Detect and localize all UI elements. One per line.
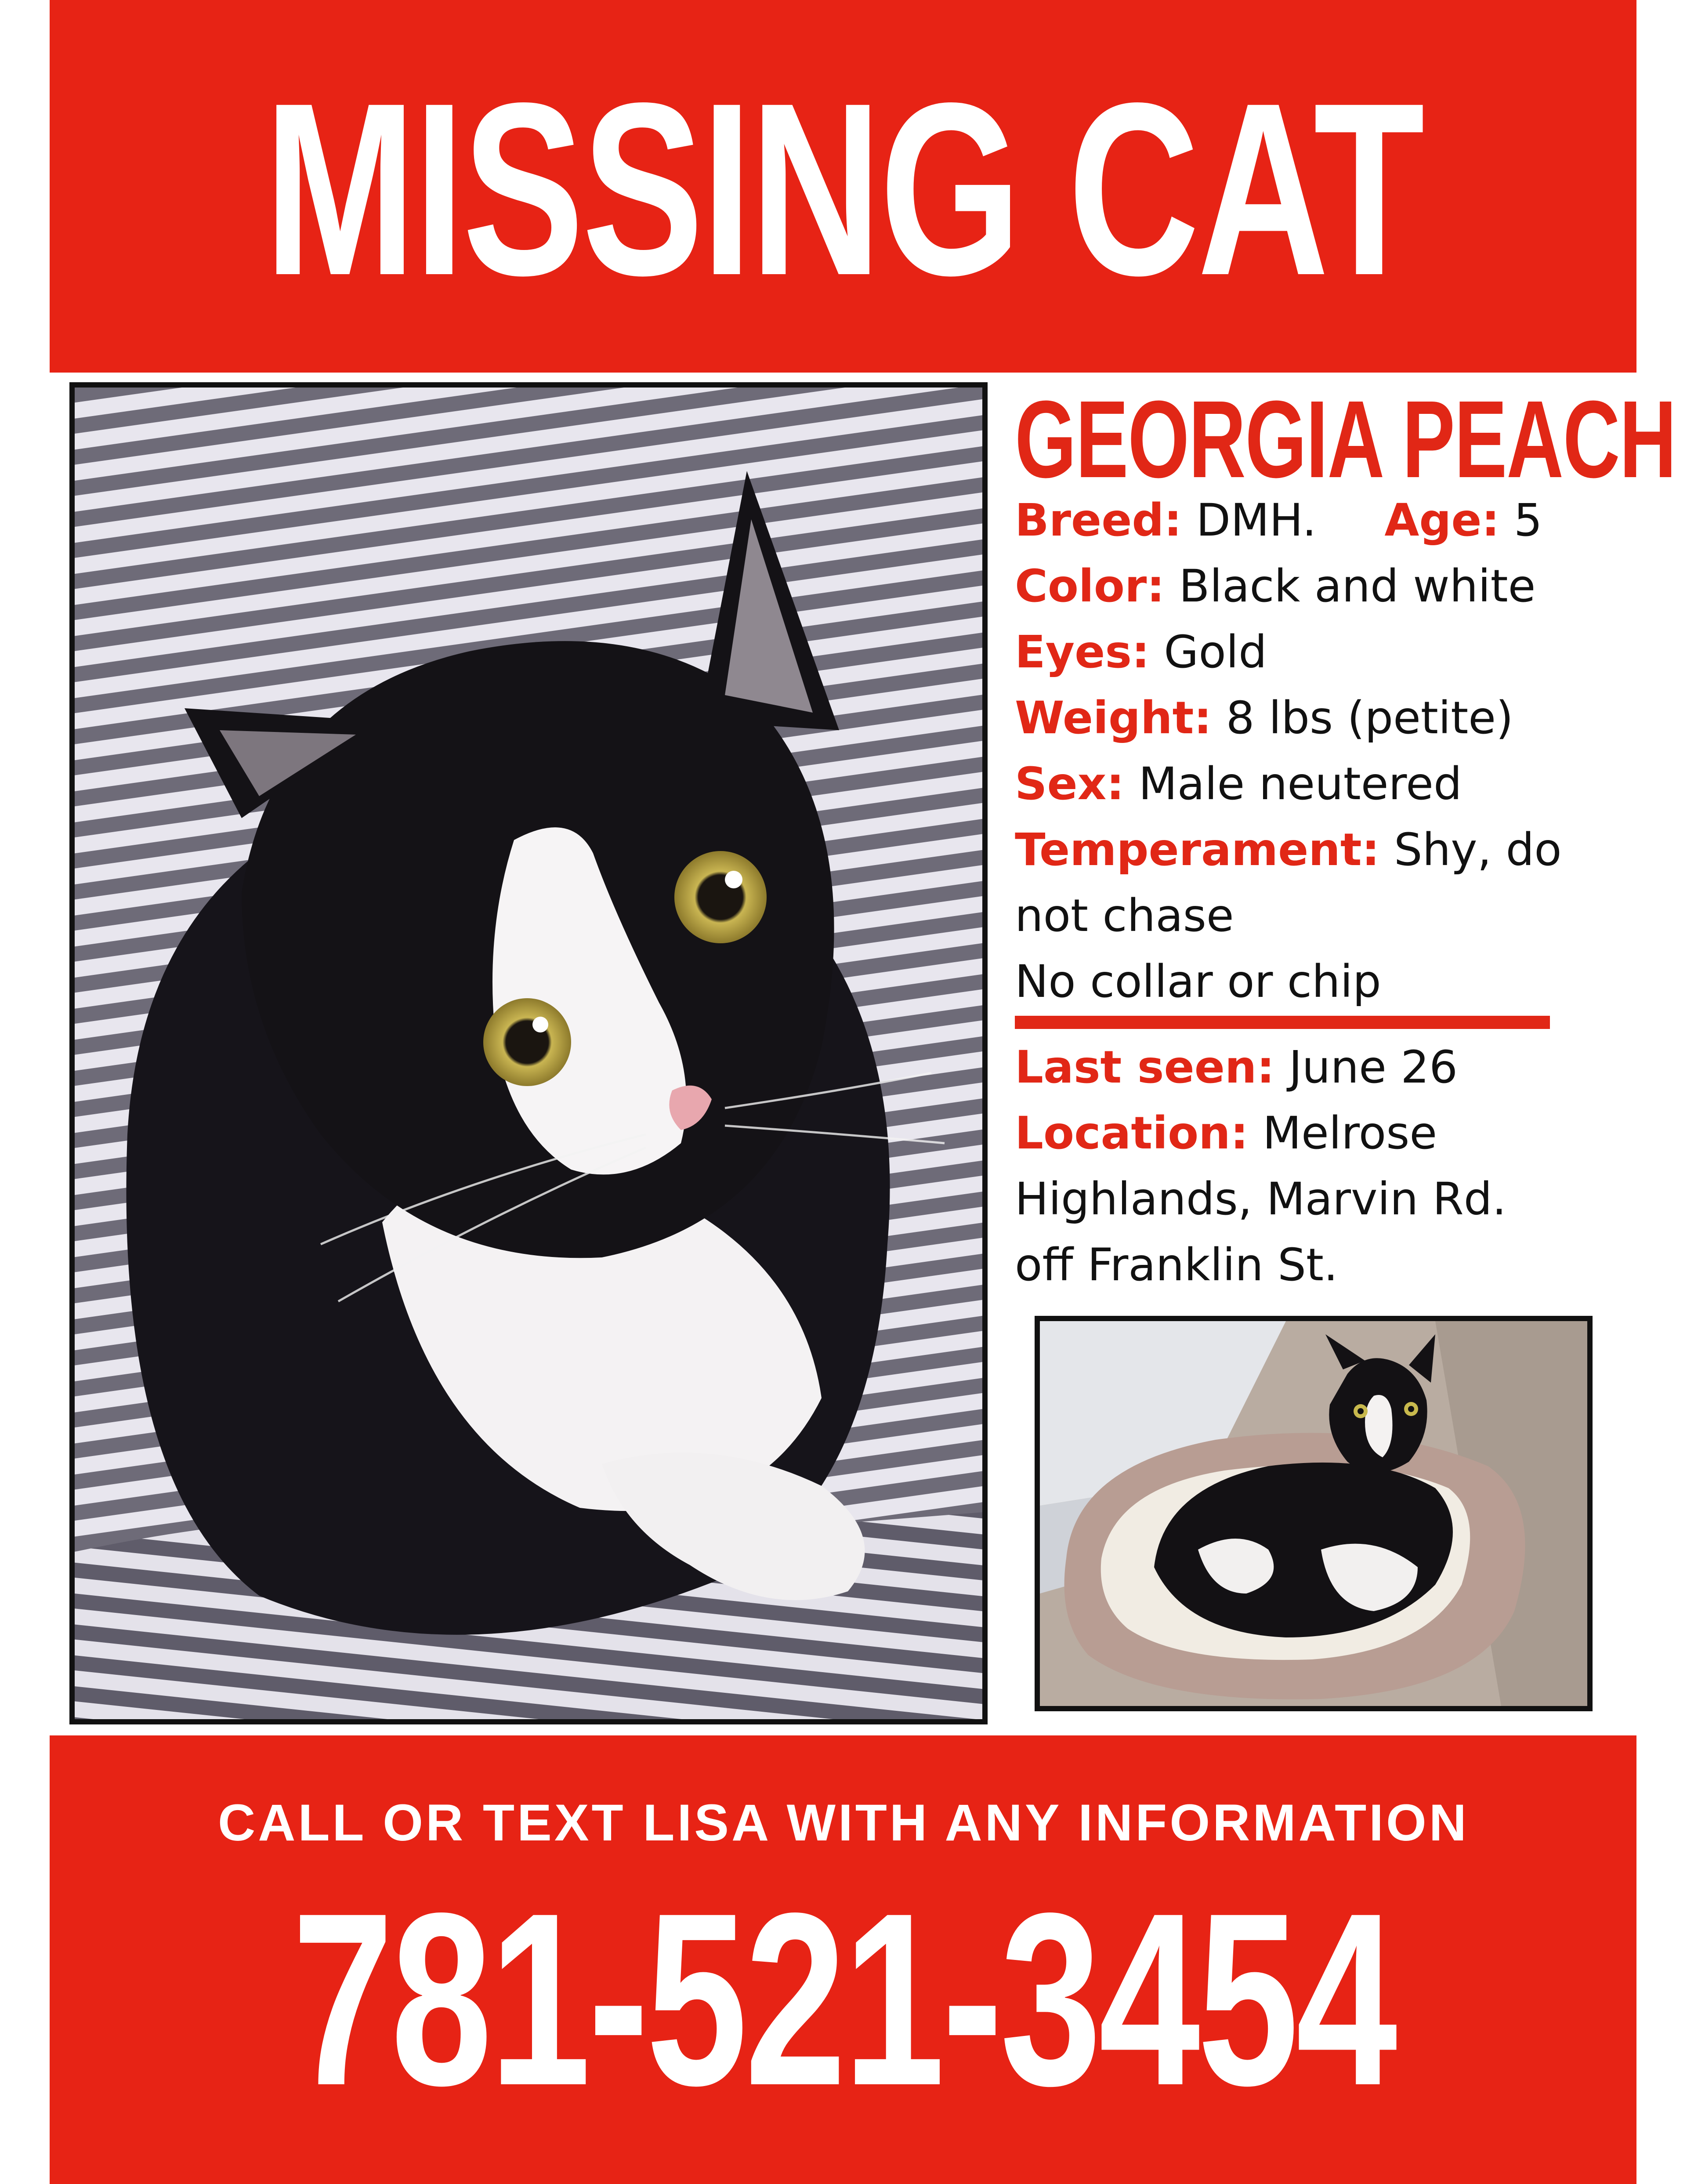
phone-number[interactable]: 781-521-3454	[292, 1862, 1395, 2137]
collar-note: No collar or chip	[1015, 956, 1381, 1008]
last-seen-label: Last seen:	[1015, 1041, 1275, 1094]
temperament-value-line1: Shy, do	[1394, 824, 1562, 876]
sex-label: Sex:	[1015, 758, 1125, 810]
last-seen-row	[1015, 1035, 1652, 1101]
weight-row	[1015, 685, 1652, 751]
temperament-row	[1015, 817, 1652, 883]
eyes-label: Eyes:	[1015, 626, 1150, 678]
breed-age-row	[1015, 488, 1652, 554]
color-value: Black and white	[1179, 560, 1536, 612]
cat-name: GEORGIA PEACH	[1015, 378, 1676, 500]
sex-row	[1015, 751, 1652, 817]
temperament-label: Temperament:	[1015, 824, 1380, 876]
location-value-line1: Melrose	[1263, 1107, 1437, 1159]
main-cat-photo	[69, 382, 988, 1724]
location-row	[1015, 1101, 1652, 1166]
age-value: 5	[1513, 494, 1542, 547]
weight-value: 8 lbs (petite)	[1226, 692, 1513, 744]
location-label: Location:	[1015, 1107, 1249, 1159]
sex-value: Male neutered	[1138, 758, 1462, 810]
last-seen-value: June 26	[1289, 1041, 1458, 1094]
secondary-cat-photo	[1035, 1316, 1593, 1711]
color-label: Color:	[1015, 560, 1165, 612]
location-value-line2: Highlands, Marvin Rd.	[1015, 1173, 1506, 1225]
breed-value: DMH.	[1196, 494, 1317, 547]
eyes-value: Gold	[1164, 626, 1267, 678]
breed-label: Breed:	[1015, 494, 1182, 547]
temperament-value-line2: not chase	[1015, 890, 1234, 942]
weight-label: Weight:	[1015, 692, 1212, 744]
age-label: Age:	[1384, 494, 1500, 547]
poster-title: MISSING CAT	[264, 51, 1423, 326]
sighting-details	[1015, 1035, 1652, 1298]
location-value-line3: off Franklin St.	[1015, 1239, 1338, 1291]
cat-details	[1015, 488, 1652, 1015]
call-instruction: CALL OR TEXT LISA WITH ANY INFORMATION	[218, 1794, 1469, 1852]
eyes-row	[1015, 619, 1652, 685]
color-row	[1015, 554, 1652, 619]
section-divider	[1015, 1016, 1550, 1029]
